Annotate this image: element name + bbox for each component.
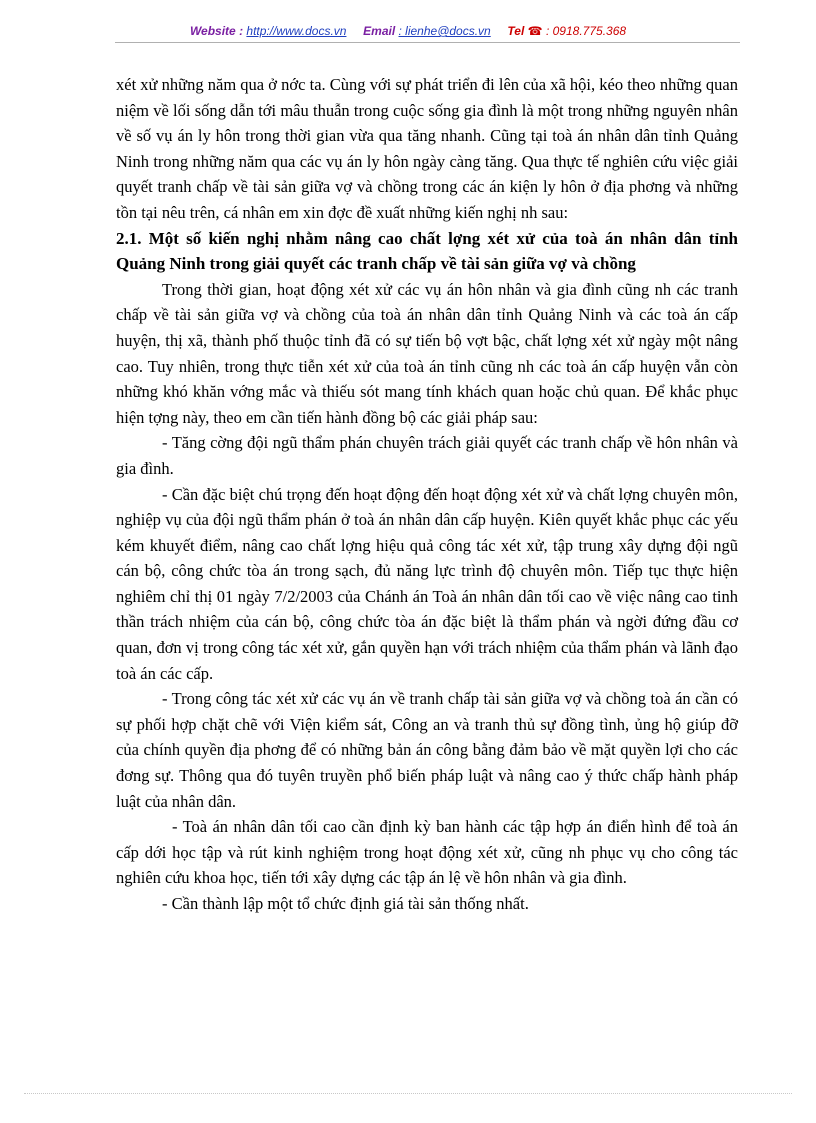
tel-number: : 0918.775.368 bbox=[545, 24, 627, 38]
paragraph-intro: xét xử những năm qua ở nớc ta. Cùng với sự phát triển đi lên của xã hội, kéo theo những quan niệm về lối sống dẫn tới mâu thuẫn trong cuộc sống gia đình là một trong những nguyên nhân về số vụ án ly hôn trong thời gian vừa qua tăng nhanh. Cũng tại toà án nhân dân tỉnh Quảng Ninh trong những năm qua các vụ án ly hôn ngày càng tăng. Qua thực tế nghiên cứu việc giải quyết tranh chấp về tài sản giữa vợ và chồng trong các án kiện ly hôn ở địa phơng và những tồn tại nêu trên, cá nhân em xin đợc đề xuất những kiến nghị nh sau: bbox=[116, 75, 738, 222]
phone-icon: ☎ bbox=[527, 24, 543, 38]
solution-item-1: - Tăng cờng đội ngũ thẩm phán chuyên trách giải quyết các tranh chấp về hôn nhân và gia đình. bbox=[116, 433, 738, 478]
email-link[interactable]: : lienhe@docs.vn bbox=[398, 24, 491, 38]
section-heading: 2.1. Một số kiến nghị nhằm nâng cao chất lợng xét xử của toà án nhân dân tỉnh Quảng Ninh trong giải quyết các tranh chấp về tài sản giữa vợ và chồng bbox=[116, 228, 738, 274]
website-link[interactable]: http://www.docs.vn bbox=[246, 24, 347, 38]
page-header bbox=[0, 22, 816, 40]
website-label: Website : bbox=[189, 24, 244, 38]
header-divider bbox=[115, 42, 740, 43]
footer-divider bbox=[24, 1093, 792, 1094]
tel-label: Tel bbox=[507, 24, 525, 38]
document-body bbox=[116, 72, 738, 917]
paragraph-context: Trong thời gian, hoạt động xét xử các vụ án hôn nhân và gia đình cũng nh các tranh chấp về tài sản giữa vợ và chồng của toà án nhân dân tỉnh Quảng Ninh và các toà án cấp huyện, thị xã, thành phố thuộc tỉnh đã có sự tiến bộ vợt bậc, chất lợng xét xử ngày một nâng cao. Tuy nhiên, trong thực tiễn xét xử của toà án tỉnh cũng nh các toà án cấp huyện vẫn còn những khó khăn vớng mắc và thiếu sót mang tính khách quan hoặc chủ quan. Để khắc phục hiện tợng này, theo em cần tiến hành đồng bộ các giải pháp sau: bbox=[116, 279, 738, 427]
solution-item-4: - Toà án nhân dân tối cao cần định kỳ ban hành các tập hợp án điển hình để toà án cấp dới học tập và rút kinh nghiệm trong hoạt động xét xử, cũng nh phục vụ cho công tác nghiên cứu khoa học, tiến tới xây dựng các tập án lệ về hôn nhân và gia đình. bbox=[116, 817, 738, 888]
email-label: Email bbox=[363, 24, 396, 38]
solution-item-5: - Cần thành lập một tổ chức định giá tài sản thống nhất. bbox=[162, 894, 529, 913]
solution-item-2: - Cần đặc biệt chú trọng đến hoạt động đến hoạt động xét xử và chất lợng chuyên môn, nghiệp vụ của đội ngũ thẩm phán ở toà án nhân dân cấp huyện. Kiên quyết khắc phục các yếu kém khuyết điểm, nâng cao chất lợng hiệu quả công tác xét xử, tập trung xây dựng đội ngũ cán bộ, công chức tòa án trong sạch, đủ năng lực trình độ chuyên môn. Tiếp tục thực hiện nghiêm chỉ thị 01 ngày 7/2/2003 của Chánh án Toà án nhân dân tối cao về việc nâng cao tinh thần trách nhiệm của cán bộ, công chức tòa án đặc biệt là thẩm phán và ngời đứng đầu cơ quan, đơn vị trong công tác xét xử, gắn quyền hạn với trách nhiệm của thẩm phán và lãnh đạo toà án các cấp. bbox=[116, 484, 738, 683]
solution-item-3: - Trong công tác xét xử các vụ án về tranh chấp tài sản giữa vợ và chồng toà án cần có sự phối hợp chặt chẽ với Viện kiểm sát, Công an và tranh thủ sự đồng tình, ủng hộ giúp đỡ của chính quyền địa phơng để có những bản án công bằng đảm bảo về mặt quyền lợi cho các đơng sự. Thông qua đó tuyên truyền phổ biến pháp luật và nâng cao ý thức chấp hành pháp luật của nhân dân. bbox=[116, 689, 738, 811]
